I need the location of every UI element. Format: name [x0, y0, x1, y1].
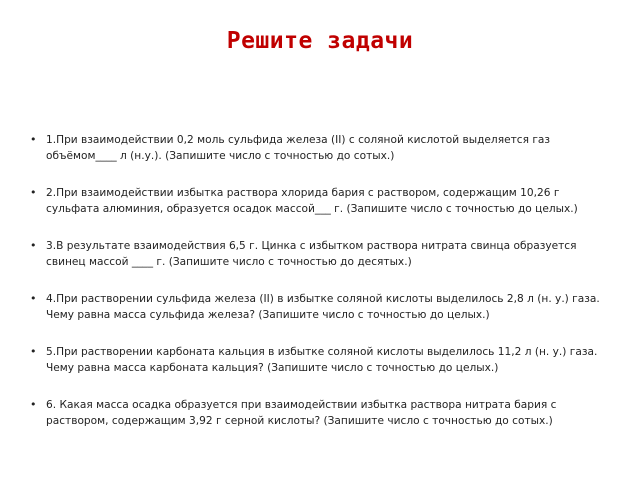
list-item	[30, 291, 614, 323]
page-title: Решите задачи	[226, 28, 414, 54]
task-text: 3.В результате взаимодействия 6,5 г. Цинка с избытком раствора нитрата свинца образуется свинец массой ____ г. (Запишите число с точностью до десятых.)	[46, 240, 577, 268]
bullet-icon: •	[30, 239, 37, 252]
list-item	[30, 132, 614, 164]
list-item	[30, 238, 614, 270]
bullet-icon: •	[30, 398, 37, 411]
list-item	[30, 185, 614, 217]
bullet-icon: •	[30, 292, 37, 305]
task-text: 4.При растворении сульфида железа (II) в избытке соляной кислоты выделилось 2,8 л (н. у.) газа. Чему равна масса сульфида железа? (Запишите число с точностью до целых.)	[46, 293, 600, 321]
bullet-icon: •	[30, 186, 37, 199]
task-text: 6. Какая масса осадка образуется при взаимодействии избытка раствора нитрата бария с раствором, содержащим 3,92 г серной кислоты? (Запишите число с точностью до сотых.)	[46, 399, 557, 427]
list-item	[30, 397, 614, 429]
task-list	[30, 132, 614, 450]
bullet-icon: •	[30, 345, 37, 358]
task-text: 1.При взаимодействии 0,2 моль сульфида железа (II) с соляной кислотой выделяется газ объёмом____ л (н.у.). (Запишите число с точностью до сотых.)	[46, 134, 551, 162]
list-item	[30, 344, 614, 376]
task-text: 5.При растворении карбоната кальция в избытке соляной кислоты выделилось 11,2 л (н. у.) газа. Чему равна масса карбоната кальция? (Запишите число с точностью до целых.)	[46, 346, 598, 374]
bullet-icon: •	[30, 133, 37, 146]
task-text: 2.При взаимодействии избытка раствора хлорида бария с раствором, содержащим 10,26 г сульфата алюминия, образуется осадок массой___ г. (Запишите число с точностью до целых.)	[46, 187, 578, 215]
